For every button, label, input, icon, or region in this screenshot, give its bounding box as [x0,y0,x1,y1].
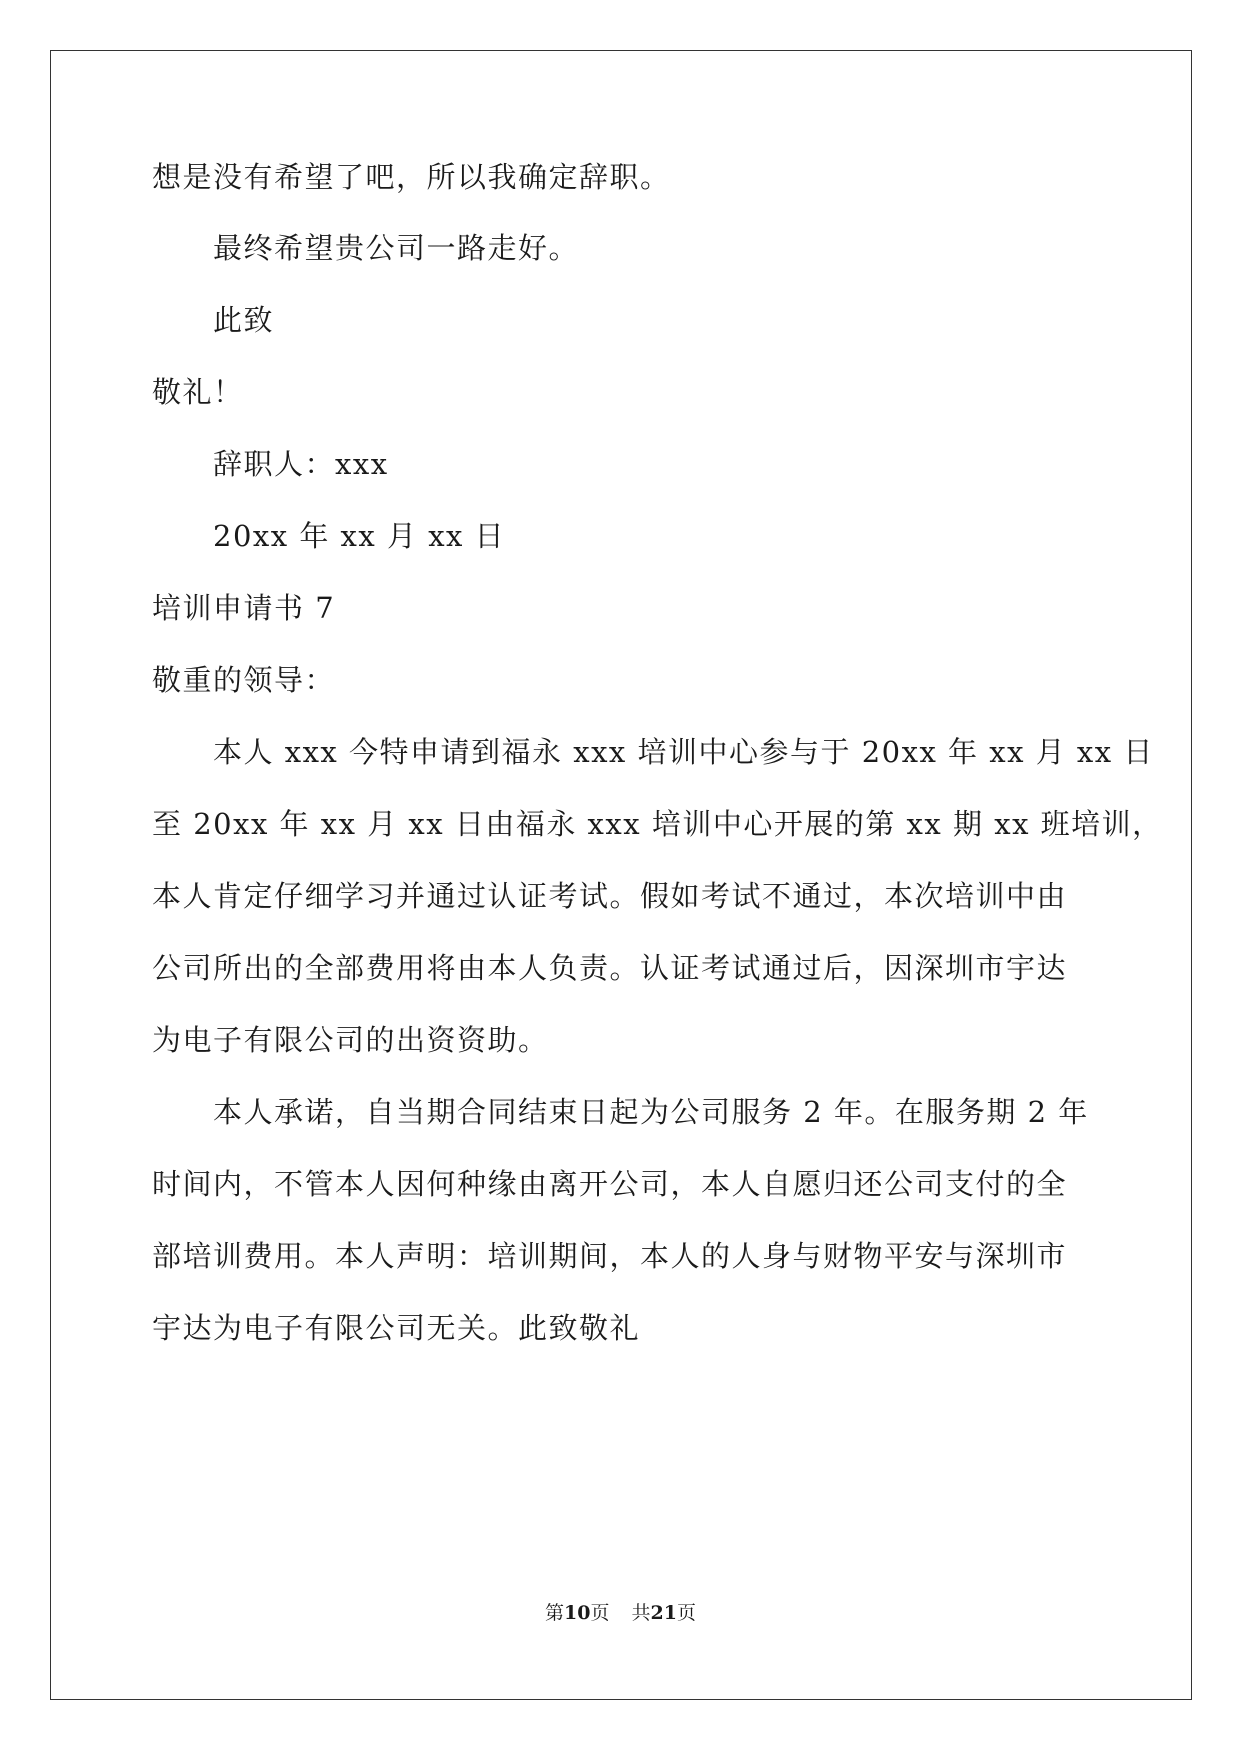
text-line: 至 20xx 年 xx 月 xx 日由福永 xxx 培训中心开展的第 xx 期 xx 班培训， [152,807,1163,841]
text-line: 此致 [213,303,275,337]
total-suffix: 页 [676,1602,696,1624]
text-line: 本人肯定仔细学习并通过认证考试。假如考试不通过，本次培训中由 [152,879,1068,913]
text-line: 本人 xxx 今特申请到福永 xxx 培训中心参与于 20xx 年 xx 月 xx 日 [213,735,1154,769]
page-footer [0,1600,1241,1626]
text-line: 辞职人：xxx [213,447,389,481]
page-prefix: 第 [545,1602,565,1624]
text-line: 20xx 年 xx 月 xx 日 [213,519,506,553]
text-line: 本人承诺，自当期合同结束日起为公司服务 2 年。在服务期 2 年 [213,1095,1089,1129]
text-line: 最终希望贵公司一路走好。 [213,231,580,265]
text-line: 时间内，不管本人因何种缘由离开公司，本人自愿归还公司支付的全 [152,1167,1068,1201]
text-line: 为电子有限公司的出资资助。 [152,1023,549,1057]
text-line: 敬礼！ [152,375,244,409]
page-suffix: 页 [590,1602,610,1624]
total-prefix: 共 [631,1602,651,1624]
section-heading: 培训申请书 7 [152,591,336,625]
salutation: 敬重的领导： [152,663,336,697]
text-line: 部培训费用。本人声明：培训期间，本人的人身与财物平安与深圳市 [152,1239,1068,1273]
page-number: 10 [564,1602,591,1624]
page-border [50,50,1192,1700]
text-line: 公司所出的全部费用将由本人负责。认证考试通过后，因深圳市宇达 [152,951,1068,985]
text-line: 宇达为电子有限公司无关。此致敬礼 [152,1311,641,1345]
text-line: 想是没有希望了吧，所以我确定辞职。 [152,160,671,194]
total-pages: 21 [650,1602,677,1624]
